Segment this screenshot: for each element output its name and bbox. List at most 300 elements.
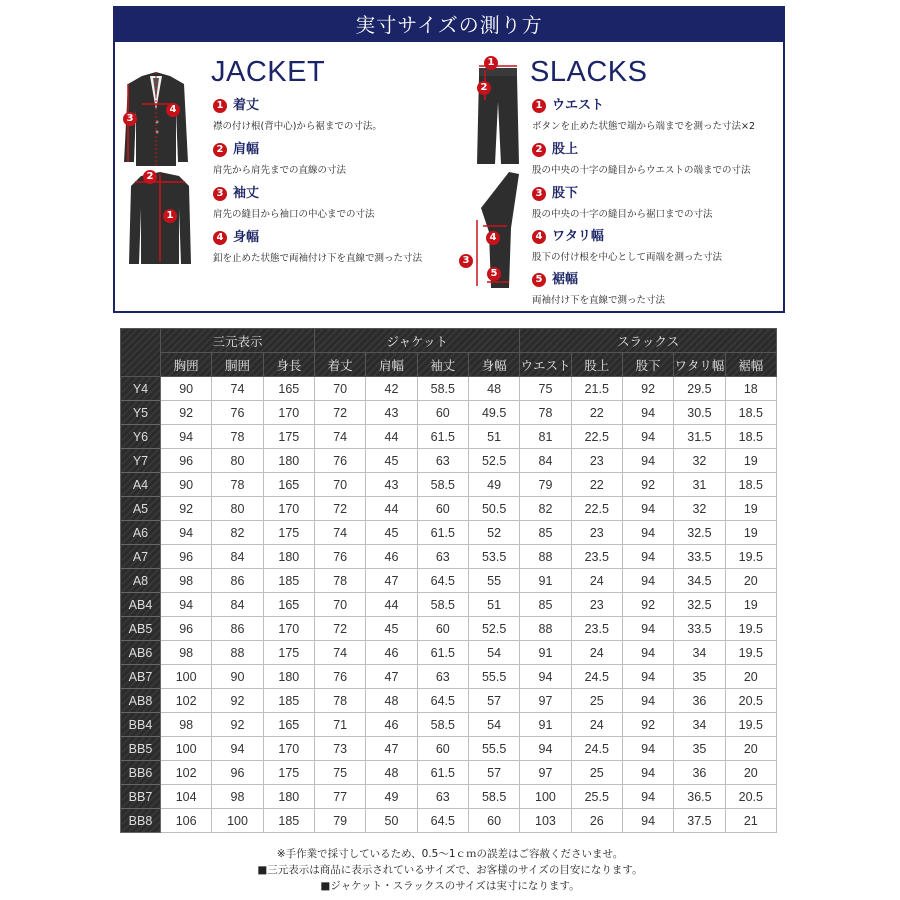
size-label: BB5 bbox=[121, 737, 161, 761]
table-cell: 94 bbox=[622, 449, 673, 473]
table-row bbox=[121, 689, 777, 713]
table-cell: 94 bbox=[622, 785, 673, 809]
table-cell: 58.5 bbox=[468, 785, 519, 809]
number-badge: 2 bbox=[532, 143, 546, 157]
jacket-item-label: 着丈 bbox=[233, 98, 260, 113]
table-cell: 91 bbox=[520, 713, 571, 737]
group-header-slacks: スラックス bbox=[520, 329, 777, 353]
table-corner bbox=[121, 329, 161, 377]
table-cell: 20 bbox=[725, 737, 776, 761]
size-label: AB7 bbox=[121, 665, 161, 689]
table-group-header-row bbox=[121, 329, 777, 353]
table-cell: 19.5 bbox=[725, 641, 776, 665]
slacks-item-label: 股上 bbox=[552, 142, 579, 157]
table-cell: 32.5 bbox=[674, 593, 725, 617]
table-cell: 61.5 bbox=[417, 425, 468, 449]
table-cell: 70 bbox=[314, 377, 365, 401]
table-row bbox=[121, 449, 777, 473]
size-label: BB6 bbox=[121, 761, 161, 785]
table-cell: 102 bbox=[161, 689, 212, 713]
table-cell: 71 bbox=[314, 713, 365, 737]
table-cell: 165 bbox=[263, 473, 314, 497]
table-cell: 103 bbox=[520, 809, 571, 833]
table-cell: 46 bbox=[366, 545, 417, 569]
table-cell: 170 bbox=[263, 401, 314, 425]
table-cell: 97 bbox=[520, 761, 571, 785]
table-row bbox=[121, 569, 777, 593]
table-cell: 94 bbox=[161, 593, 212, 617]
table-cell: 31.5 bbox=[674, 425, 725, 449]
table-cell: 74 bbox=[212, 377, 263, 401]
table-cell: 24 bbox=[571, 713, 622, 737]
table-cell: 72 bbox=[314, 617, 365, 641]
table-cell: 61.5 bbox=[417, 761, 468, 785]
table-cell: 85 bbox=[520, 593, 571, 617]
table-row bbox=[121, 497, 777, 521]
slacks-front-illustration bbox=[473, 60, 523, 170]
table-cell: 22 bbox=[571, 401, 622, 425]
table-cell: 78 bbox=[212, 425, 263, 449]
table-cell: 36 bbox=[674, 689, 725, 713]
table-cell: 94 bbox=[622, 761, 673, 785]
table-cell: 79 bbox=[520, 473, 571, 497]
table-cell: 94 bbox=[622, 809, 673, 833]
table-cell: 94 bbox=[622, 641, 673, 665]
table-cell: 85 bbox=[520, 521, 571, 545]
table-cell: 48 bbox=[366, 689, 417, 713]
table-cell: 165 bbox=[263, 377, 314, 401]
slacks-item-waist bbox=[532, 98, 755, 132]
column-header: 身長 bbox=[263, 353, 314, 377]
jacket-item-shoulder bbox=[213, 142, 346, 176]
table-cell: 50 bbox=[366, 809, 417, 833]
table-cell: 25 bbox=[571, 689, 622, 713]
table-cell: 64.5 bbox=[417, 689, 468, 713]
size-label: AB4 bbox=[121, 593, 161, 617]
slacks-item-desc: 股の中央の十字の縫目からウエストの端までの寸法 bbox=[532, 165, 751, 176]
table-cell: 24.5 bbox=[571, 665, 622, 689]
slacks-item-desc: ボタンを止めた状態で端から端までを測った寸法×2 bbox=[532, 121, 756, 132]
table-cell: 52.5 bbox=[468, 449, 519, 473]
table-cell: 92 bbox=[622, 473, 673, 497]
size-label: A4 bbox=[121, 473, 161, 497]
table-cell: 48 bbox=[468, 377, 519, 401]
table-cell: 33.5 bbox=[674, 545, 725, 569]
table-cell: 60 bbox=[468, 809, 519, 833]
size-label: AB6 bbox=[121, 641, 161, 665]
table-cell: 20 bbox=[725, 761, 776, 785]
table-cell: 19 bbox=[725, 497, 776, 521]
table-cell: 26 bbox=[571, 809, 622, 833]
table-cell: 61.5 bbox=[417, 521, 468, 545]
column-header: 着丈 bbox=[314, 353, 365, 377]
table-cell: 23.5 bbox=[571, 617, 622, 641]
table-cell: 46 bbox=[366, 713, 417, 737]
table-body bbox=[121, 377, 777, 833]
table-cell: 24.5 bbox=[571, 737, 622, 761]
table-cell: 96 bbox=[161, 449, 212, 473]
jacket-back-illustration bbox=[127, 168, 193, 268]
table-cell: 94 bbox=[622, 665, 673, 689]
table-cell: 60 bbox=[417, 617, 468, 641]
table-cell: 175 bbox=[263, 521, 314, 545]
table-cell: 98 bbox=[161, 713, 212, 737]
table-cell: 91 bbox=[520, 641, 571, 665]
table-cell: 75 bbox=[520, 377, 571, 401]
table-cell: 54 bbox=[468, 713, 519, 737]
group-header-jacket: ジャケット bbox=[314, 329, 519, 353]
table-row bbox=[121, 425, 777, 449]
size-label: A7 bbox=[121, 545, 161, 569]
table-cell: 60 bbox=[417, 401, 468, 425]
table-cell: 34.5 bbox=[674, 569, 725, 593]
table-cell: 33.5 bbox=[674, 617, 725, 641]
jacket-item-label: 身幅 bbox=[233, 230, 260, 245]
guide-header: 実寸サイズの測り方 bbox=[115, 8, 783, 42]
table-cell: 92 bbox=[622, 713, 673, 737]
jacket-back-marker-2: 2 bbox=[143, 170, 157, 184]
table-cell: 47 bbox=[366, 665, 417, 689]
table-cell: 86 bbox=[212, 617, 263, 641]
table-cell: 78 bbox=[314, 689, 365, 713]
slacks-item-label: ワタリ幅 bbox=[552, 229, 604, 244]
table-cell: 61.5 bbox=[417, 641, 468, 665]
table-cell: 57 bbox=[468, 761, 519, 785]
table-cell: 63 bbox=[417, 665, 468, 689]
table-cell: 70 bbox=[314, 473, 365, 497]
column-header: ウエスト bbox=[520, 353, 571, 377]
table-row bbox=[121, 473, 777, 497]
table-cell: 180 bbox=[263, 665, 314, 689]
slacks-item-label: ウエスト bbox=[552, 98, 605, 113]
table-cell: 46 bbox=[366, 641, 417, 665]
size-label: A5 bbox=[121, 497, 161, 521]
table-cell: 175 bbox=[263, 761, 314, 785]
table-cell: 18.5 bbox=[725, 473, 776, 497]
table-cell: 60 bbox=[417, 497, 468, 521]
table-cell: 185 bbox=[263, 569, 314, 593]
size-label: BB7 bbox=[121, 785, 161, 809]
table-cell: 22 bbox=[571, 473, 622, 497]
table-cell: 51 bbox=[468, 425, 519, 449]
table-cell: 94 bbox=[622, 521, 673, 545]
table-cell: 165 bbox=[263, 593, 314, 617]
table-row bbox=[121, 737, 777, 761]
slacks-item-desc: 股下の付け根を中心として両端を測った寸法 bbox=[532, 252, 723, 263]
note-line: ■ジャケット・スラックスのサイズは実寸になります。 bbox=[320, 880, 580, 892]
size-label: Y6 bbox=[121, 425, 161, 449]
table-cell: 94 bbox=[622, 425, 673, 449]
table-cell: 90 bbox=[161, 377, 212, 401]
table-cell: 82 bbox=[212, 521, 263, 545]
size-label: Y4 bbox=[121, 377, 161, 401]
table-cell: 170 bbox=[263, 617, 314, 641]
table-cell: 94 bbox=[622, 545, 673, 569]
table-cell: 44 bbox=[366, 425, 417, 449]
jacket-title: JACKET bbox=[211, 56, 326, 88]
table-cell: 19.5 bbox=[725, 713, 776, 737]
measurement-guide-panel bbox=[113, 6, 785, 313]
table-cell: 98 bbox=[161, 641, 212, 665]
table-cell: 47 bbox=[366, 737, 417, 761]
slacks-item-desc: 両袖付け下を直線で測った寸法 bbox=[532, 295, 666, 306]
table-cell: 185 bbox=[263, 809, 314, 833]
number-badge: 4 bbox=[213, 231, 227, 245]
table-cell: 23 bbox=[571, 593, 622, 617]
slacks-front-marker-2: 2 bbox=[477, 81, 491, 95]
table-cell: 19 bbox=[725, 521, 776, 545]
table-cell: 96 bbox=[161, 545, 212, 569]
table-cell: 180 bbox=[263, 449, 314, 473]
table-cell: 23 bbox=[571, 521, 622, 545]
table-cell: 21 bbox=[725, 809, 776, 833]
table-cell: 36.5 bbox=[674, 785, 725, 809]
number-badge: 3 bbox=[532, 187, 546, 201]
table-cell: 53.5 bbox=[468, 545, 519, 569]
number-badge: 1 bbox=[213, 99, 227, 113]
table-cell: 180 bbox=[263, 545, 314, 569]
number-badge: 5 bbox=[532, 273, 546, 287]
table-cell: 58.5 bbox=[417, 377, 468, 401]
table-cell: 106 bbox=[161, 809, 212, 833]
table-cell: 20 bbox=[725, 569, 776, 593]
table-cell: 73 bbox=[314, 737, 365, 761]
table-cell: 92 bbox=[212, 713, 263, 737]
size-label: A6 bbox=[121, 521, 161, 545]
table-cell: 43 bbox=[366, 401, 417, 425]
table-cell: 81 bbox=[520, 425, 571, 449]
jacket-item-sleeve bbox=[213, 186, 375, 220]
table-cell: 84 bbox=[520, 449, 571, 473]
table-cell: 45 bbox=[366, 617, 417, 641]
table-cell: 63 bbox=[417, 545, 468, 569]
table-cell: 102 bbox=[161, 761, 212, 785]
table-cell: 20.5 bbox=[725, 785, 776, 809]
table-cell: 43 bbox=[366, 473, 417, 497]
table-cell: 63 bbox=[417, 449, 468, 473]
table-cell: 175 bbox=[263, 641, 314, 665]
slacks-item-inseam bbox=[532, 186, 713, 220]
table-cell: 25 bbox=[571, 761, 622, 785]
table-cell: 72 bbox=[314, 497, 365, 521]
table-cell: 100 bbox=[161, 665, 212, 689]
table-cell: 32.5 bbox=[674, 521, 725, 545]
jacket-front-marker-4: 4 bbox=[166, 103, 180, 117]
table-cell: 175 bbox=[263, 425, 314, 449]
table-cell: 32 bbox=[674, 449, 725, 473]
number-badge: 2 bbox=[213, 143, 227, 157]
size-table bbox=[120, 328, 777, 833]
size-label: AB8 bbox=[121, 689, 161, 713]
table-cell: 94 bbox=[622, 617, 673, 641]
table-cell: 45 bbox=[366, 449, 417, 473]
jacket-item-desc: 肩先の縫目から袖口の中心までの寸法 bbox=[213, 209, 375, 220]
table-cell: 94 bbox=[520, 737, 571, 761]
table-cell: 29.5 bbox=[674, 377, 725, 401]
table-cell: 92 bbox=[622, 377, 673, 401]
size-label: Y7 bbox=[121, 449, 161, 473]
table-cell: 47 bbox=[366, 569, 417, 593]
slacks-item-label: 裾幅 bbox=[552, 272, 579, 287]
table-cell: 19.5 bbox=[725, 617, 776, 641]
slacks-title: SLACKS bbox=[530, 56, 648, 88]
jacket-item-length bbox=[213, 98, 382, 132]
table-cell: 18.5 bbox=[725, 401, 776, 425]
table-cell: 52 bbox=[468, 521, 519, 545]
size-label: AB5 bbox=[121, 617, 161, 641]
table-cell: 70 bbox=[314, 593, 365, 617]
table-row bbox=[121, 545, 777, 569]
table-cell: 60 bbox=[417, 737, 468, 761]
table-cell: 94 bbox=[161, 521, 212, 545]
column-header: 袖丈 bbox=[417, 353, 468, 377]
table-cell: 21.5 bbox=[571, 377, 622, 401]
table-cell: 19.5 bbox=[725, 545, 776, 569]
table-cell: 80 bbox=[212, 497, 263, 521]
table-cell: 58.5 bbox=[417, 713, 468, 737]
number-badge: 4 bbox=[532, 230, 546, 244]
table-cell: 94 bbox=[520, 665, 571, 689]
table-row bbox=[121, 665, 777, 689]
table-cell: 92 bbox=[161, 401, 212, 425]
table-cell: 30.5 bbox=[674, 401, 725, 425]
table-cell: 94 bbox=[212, 737, 263, 761]
table-cell: 49 bbox=[366, 785, 417, 809]
table-cell: 35 bbox=[674, 665, 725, 689]
table-cell: 100 bbox=[212, 809, 263, 833]
table-column-header-row bbox=[121, 353, 777, 377]
table-cell: 90 bbox=[161, 473, 212, 497]
column-header: 身幅 bbox=[468, 353, 519, 377]
table-cell: 51 bbox=[468, 593, 519, 617]
table-cell: 165 bbox=[263, 713, 314, 737]
number-badge: 3 bbox=[213, 187, 227, 201]
size-label: A8 bbox=[121, 569, 161, 593]
table-cell: 94 bbox=[161, 425, 212, 449]
slacks-side-marker-3: 3 bbox=[459, 254, 473, 268]
jacket-item-label: 袖丈 bbox=[233, 186, 260, 201]
slacks-item-rise bbox=[532, 142, 751, 176]
table-cell: 185 bbox=[263, 689, 314, 713]
table-cell: 94 bbox=[622, 737, 673, 761]
slacks-item-desc: 股の中央の十字の縫目から裾口までの寸法 bbox=[532, 209, 713, 220]
table-cell: 79 bbox=[314, 809, 365, 833]
table-cell: 96 bbox=[161, 617, 212, 641]
table-cell: 97 bbox=[520, 689, 571, 713]
jacket-item-label: 肩幅 bbox=[233, 142, 260, 157]
table-cell: 98 bbox=[161, 569, 212, 593]
table-cell: 50.5 bbox=[468, 497, 519, 521]
note-line: ※手作業で採寸しているため、0.5～1ｃｍの誤差はご容赦くださいませ。 bbox=[276, 848, 624, 860]
table-cell: 18 bbox=[725, 377, 776, 401]
table-cell: 49.5 bbox=[468, 401, 519, 425]
table-cell: 76 bbox=[314, 545, 365, 569]
table-cell: 37.5 bbox=[674, 809, 725, 833]
table-cell: 86 bbox=[212, 569, 263, 593]
table-cell: 180 bbox=[263, 785, 314, 809]
slacks-item-hem bbox=[532, 272, 665, 306]
table-row bbox=[121, 713, 777, 737]
slacks-side-marker-5: 5 bbox=[487, 267, 501, 281]
table-cell: 100 bbox=[161, 737, 212, 761]
table-cell: 24 bbox=[571, 641, 622, 665]
table-cell: 23.5 bbox=[571, 545, 622, 569]
table-cell: 72 bbox=[314, 401, 365, 425]
table-cell: 54 bbox=[468, 641, 519, 665]
column-header: 裾幅 bbox=[725, 353, 776, 377]
table-row bbox=[121, 761, 777, 785]
table-row bbox=[121, 809, 777, 833]
slacks-item-label: 股下 bbox=[552, 186, 579, 201]
table-cell: 22.5 bbox=[571, 425, 622, 449]
column-header: 胴囲 bbox=[212, 353, 263, 377]
table-cell: 34 bbox=[674, 641, 725, 665]
table-cell: 49 bbox=[468, 473, 519, 497]
column-header: 股下 bbox=[622, 353, 673, 377]
table-cell: 36 bbox=[674, 761, 725, 785]
table-cell: 57 bbox=[468, 689, 519, 713]
table-cell: 78 bbox=[212, 473, 263, 497]
table-cell: 88 bbox=[520, 617, 571, 641]
table-cell: 100 bbox=[520, 785, 571, 809]
table-cell: 34 bbox=[674, 713, 725, 737]
slacks-item-thigh bbox=[532, 229, 722, 263]
table-cell: 45 bbox=[366, 521, 417, 545]
table-cell: 74 bbox=[314, 521, 365, 545]
table-cell: 24 bbox=[571, 569, 622, 593]
table-cell: 32 bbox=[674, 497, 725, 521]
table-cell: 35 bbox=[674, 737, 725, 761]
table-cell: 96 bbox=[212, 761, 263, 785]
table-cell: 23 bbox=[571, 449, 622, 473]
table-cell: 31 bbox=[674, 473, 725, 497]
table-cell: 91 bbox=[520, 569, 571, 593]
table-cell: 88 bbox=[212, 641, 263, 665]
table-cell: 104 bbox=[161, 785, 212, 809]
size-label: Y5 bbox=[121, 401, 161, 425]
jacket-item-desc: 襟の付け根(背中心)から裾までの寸法。 bbox=[213, 121, 382, 132]
table-cell: 48 bbox=[366, 761, 417, 785]
table-row bbox=[121, 377, 777, 401]
table-cell: 63 bbox=[417, 785, 468, 809]
table-cell: 84 bbox=[212, 545, 263, 569]
table-cell: 78 bbox=[314, 569, 365, 593]
table-row bbox=[121, 617, 777, 641]
jacket-item-chest bbox=[213, 230, 422, 264]
table-cell: 19 bbox=[725, 593, 776, 617]
note-line: ■三元表示は商品に表示されているサイズで、お客様のサイズの目安になります。 bbox=[257, 864, 643, 876]
column-header: ワタリ幅 bbox=[674, 353, 725, 377]
jacket-item-desc: 肩先から肩先までの直線の寸法 bbox=[213, 165, 347, 176]
number-badge: 1 bbox=[532, 99, 546, 113]
table-cell: 92 bbox=[161, 497, 212, 521]
table-cell: 78 bbox=[520, 401, 571, 425]
slacks-side-marker-4: 4 bbox=[486, 231, 500, 245]
table-cell: 94 bbox=[622, 401, 673, 425]
table-cell: 64.5 bbox=[417, 809, 468, 833]
table-cell: 170 bbox=[263, 737, 314, 761]
table-cell: 80 bbox=[212, 449, 263, 473]
table-cell: 98 bbox=[212, 785, 263, 809]
table-cell: 94 bbox=[622, 569, 673, 593]
jacket-front-marker-3: 3 bbox=[123, 112, 137, 126]
table-row bbox=[121, 593, 777, 617]
table-cell: 92 bbox=[622, 593, 673, 617]
table-cell: 55 bbox=[468, 569, 519, 593]
table-cell: 52.5 bbox=[468, 617, 519, 641]
table-cell: 92 bbox=[212, 689, 263, 713]
table-cell: 74 bbox=[314, 641, 365, 665]
